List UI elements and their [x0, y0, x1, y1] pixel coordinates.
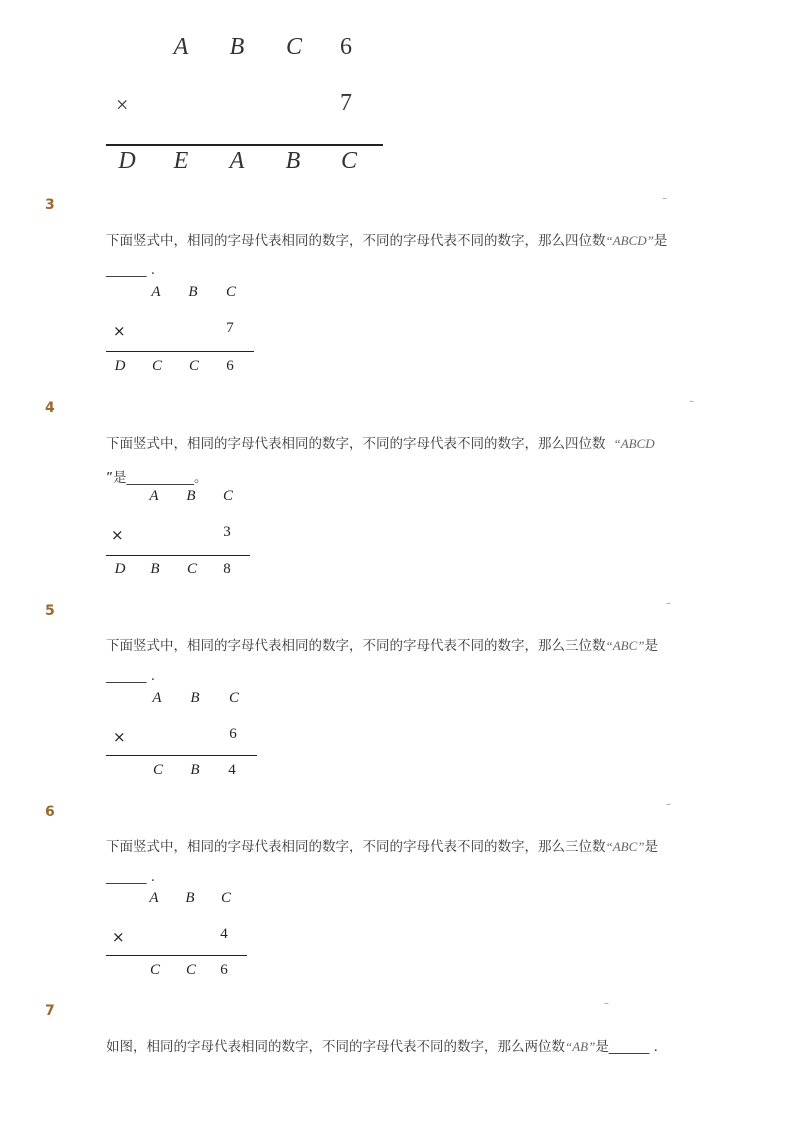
multiply-sign: ×: [111, 526, 124, 544]
sum-rule: [106, 351, 254, 352]
question-text-after: 是: [644, 839, 659, 855]
result-digit: C: [188, 358, 199, 374]
result-digit: B: [285, 148, 301, 174]
question-text: [106, 634, 658, 654]
question-text-before: 下面竖式中，相同的字母代表相同的数字，不同的字母代表不同的数字，那么四位数: [106, 436, 606, 452]
collapse-dash[interactable]: –: [662, 193, 667, 204]
puzzle-digit: C: [285, 34, 302, 60]
result-digit: E: [173, 148, 189, 174]
result-digit: 8: [223, 561, 231, 577]
multiply-sign: ×: [112, 928, 125, 946]
sum-rule: [106, 755, 257, 756]
multiplier-digit: 6: [229, 726, 237, 742]
puzzle-digit: C: [225, 284, 236, 300]
question-text: [106, 432, 655, 452]
question-var: “ABCD: [613, 436, 655, 451]
result-digit: D: [114, 358, 126, 374]
question-text-before: 下面竖式中，相同的字母代表相同的数字，不同的字母代表不同的数字，那么三位数: [106, 638, 606, 654]
sum-rule: [106, 555, 250, 556]
result-digit: A: [229, 148, 245, 174]
question-var: “ABCD”: [605, 233, 654, 248]
question-number: 6: [45, 804, 55, 820]
result-digit: C: [152, 762, 163, 778]
result-digit: C: [185, 962, 196, 978]
puzzle-digit: B: [190, 690, 200, 706]
result-digit: 6: [220, 962, 228, 978]
puzzle-digit: A: [173, 34, 189, 60]
question-text-before: 如图，相同的字母代表相同的数字，不同的字母代表不同的数字，那么两位数: [106, 1039, 565, 1055]
question-text: [106, 229, 667, 249]
question-text-before: 下面竖式中，相同的字母代表相同的数字，不同的字母代表不同的数字，那么三位数: [106, 839, 606, 855]
sum-rule: [106, 144, 383, 146]
puzzle-digit: 6: [340, 34, 352, 60]
multiplier-digit: 7: [226, 320, 234, 336]
question-var: “ABC”: [605, 638, 645, 653]
question-var: “ABC”: [605, 839, 645, 854]
question-number: 3: [45, 197, 55, 213]
multiply-sign: ×: [113, 322, 126, 340]
multiply-sign: ×: [116, 92, 129, 117]
question-text: [106, 835, 658, 855]
question-var: “AB”: [565, 1039, 596, 1054]
collapse-dash[interactable]: –: [604, 998, 609, 1009]
puzzle-digit: B: [185, 890, 195, 906]
question-text-after: 是: [644, 638, 659, 654]
puzzle-digit: A: [149, 890, 159, 906]
answer-blank: ______ .: [106, 262, 156, 278]
result-digit: C: [151, 358, 162, 374]
result-digit: B: [150, 561, 160, 577]
puzzle-digit: A: [151, 284, 161, 300]
multiplier-digit: 3: [223, 524, 231, 540]
puzzle-digit: B: [188, 284, 198, 300]
question-number: 5: [45, 603, 55, 619]
question-text-after: 是______ .: [595, 1039, 658, 1055]
puzzle-digit: C: [222, 488, 233, 504]
collapse-dash[interactable]: –: [666, 598, 671, 609]
puzzle-digit: A: [152, 690, 162, 706]
result-digit: B: [190, 762, 200, 778]
puzzle-digit: C: [228, 690, 239, 706]
puzzle-digit: C: [220, 890, 231, 906]
result-digit: 6: [226, 358, 234, 374]
answer-blank: ______ .: [106, 668, 156, 684]
result-digit: D: [118, 148, 136, 174]
question-number: 7: [45, 1003, 55, 1019]
result-digit: C: [340, 148, 357, 174]
multiply-sign: ×: [113, 728, 126, 746]
question-text-before: 下面竖式中，相同的字母代表相同的数字，不同的字母代表不同的数字，那么四位数: [106, 233, 606, 249]
question-text: [106, 1035, 658, 1055]
result-digit: C: [149, 962, 160, 978]
collapse-dash[interactable]: –: [666, 799, 671, 810]
question-number: 4: [45, 400, 55, 416]
multiplier-digit: 7: [340, 90, 352, 116]
collapse-dash[interactable]: –: [689, 396, 694, 407]
sum-rule: [106, 955, 247, 956]
answer-blank: ______ .: [106, 869, 156, 885]
puzzle-digit: B: [229, 34, 245, 60]
multiplier-digit: 4: [220, 926, 228, 942]
question-text-after: 是: [653, 233, 668, 249]
result-digit: C: [186, 561, 197, 577]
answer-blank: ”是__________。: [106, 470, 208, 486]
result-digit: D: [114, 561, 126, 577]
result-digit: 4: [228, 762, 236, 778]
puzzle-digit: B: [186, 488, 196, 504]
puzzle-digit: A: [149, 488, 159, 504]
